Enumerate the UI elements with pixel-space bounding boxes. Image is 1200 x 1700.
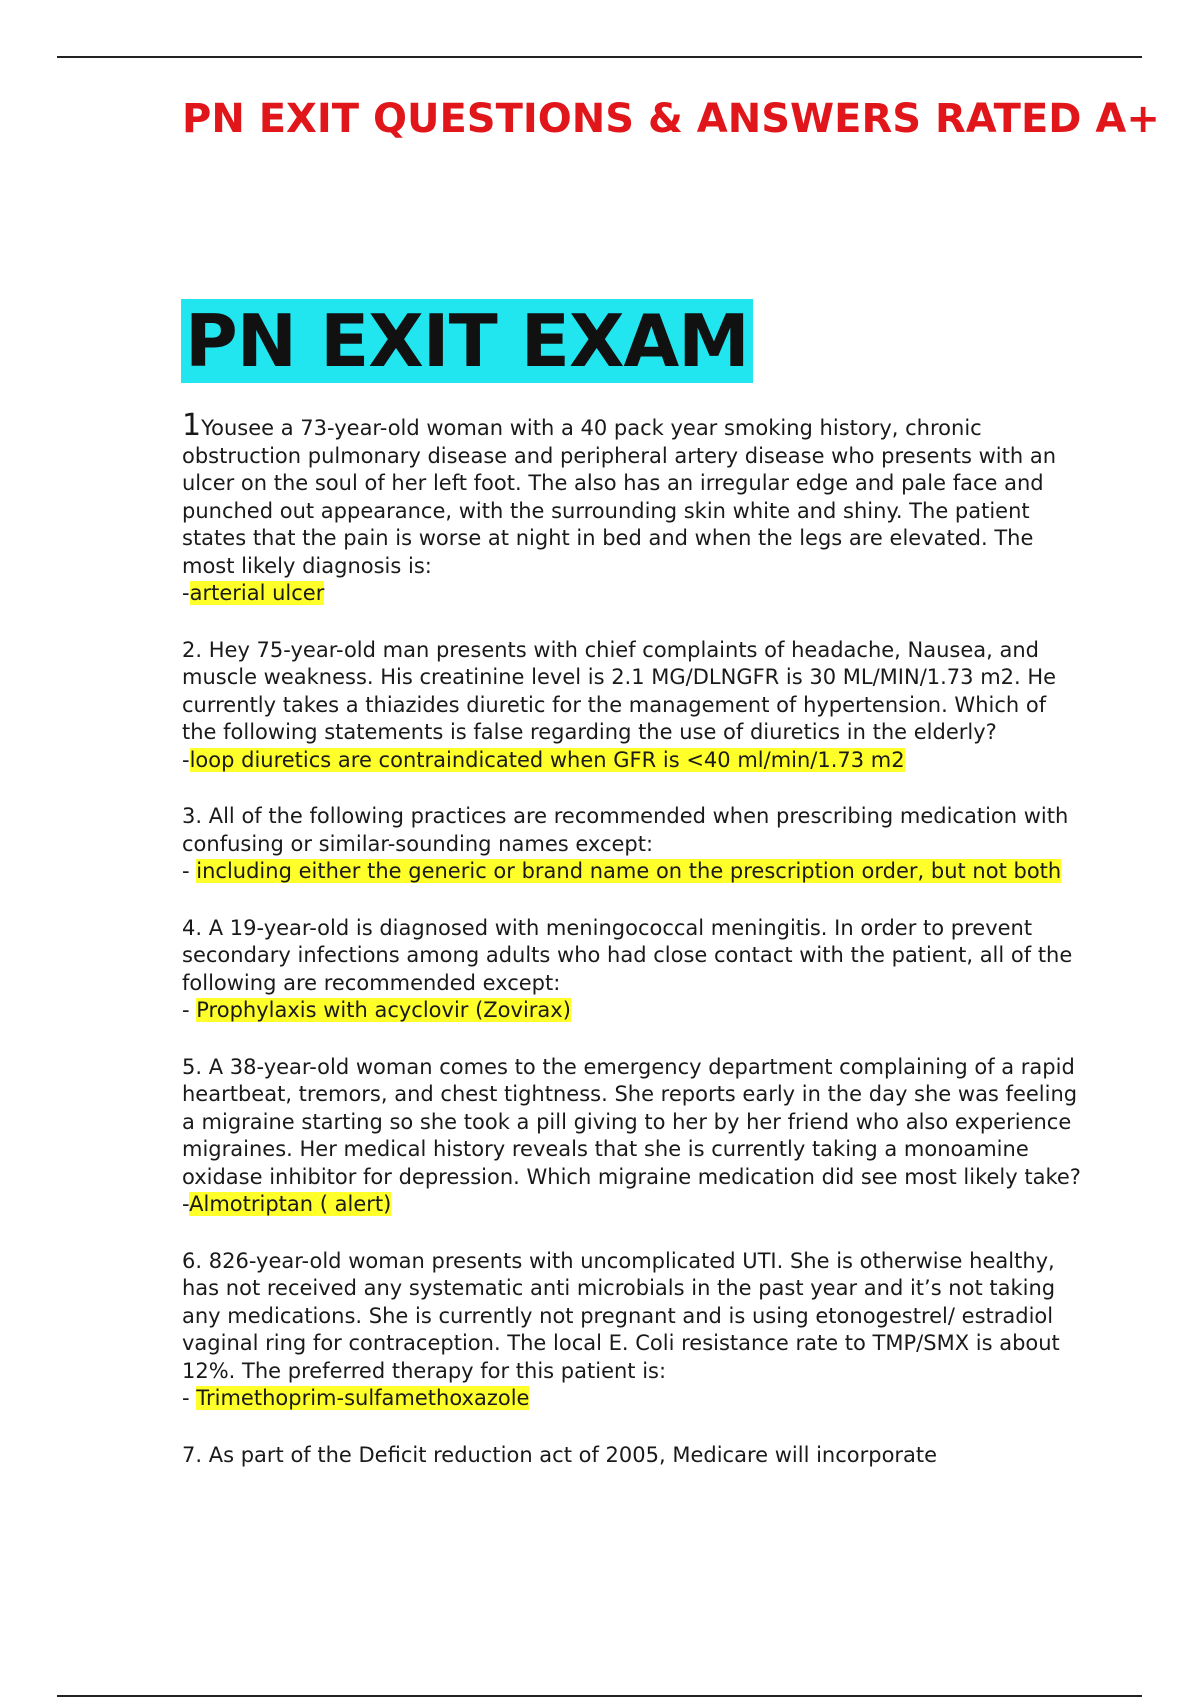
question-body: Yousee a 73-year-old woman with a 40 pack year smoking history, chronic obstruction pulmonary disease and peripheral artery disease who presents with an ulcer on the soul of her left foot. The also has an irregular edge and pale face and punched out appearance, with the surrounding skin white and shiny. The patient states that the pain is worse at night in bed and when the legs are elevated. The most likely diagnosis is: [182,416,1057,578]
answer-highlight: Prophylaxis with acyclovir (Zovirax) [196,998,571,1022]
answer-highlight: Almotriptan ( alert) [189,1192,392,1216]
answer-highlight: arterial ulcer [189,581,325,605]
answer-highlight: loop diuretics are contraindicated when GFR is <40 ml/min/1.73 m2 [189,747,905,772]
question-text [182,1054,1082,1192]
question-7 [182,1442,1082,1470]
question-5 [182,1054,1082,1219]
answer-highlight: including either the generic or brand name on the prescription order, but not both [196,859,1062,883]
question-number: 6. [182,1248,203,1273]
question-number: 4. [182,915,203,940]
answer-prefix: - [182,859,197,883]
exam-banner: PN EXIT EXAM [181,299,753,383]
question-body: Hey 75-year-old man presents with chief complaints of headache, Nausea, and muscle weakness. His creatinine level is 2.1 MG/DLNGFR is 30 ML/MIN/1.73 m2. He currently takes a thiazides diuretic for the management of hypertension. Which of the following statements is false regarding the use of diuretics in the elderly? [182,637,1057,744]
question-text [182,1248,1082,1386]
question-number: 5. [182,1054,203,1079]
question-body: As part of the Deficit reduction act of 2005, Medicare will incorporate [208,1442,938,1467]
question-6 [182,1248,1082,1413]
answer-prefix: - [182,998,197,1022]
question-number: 3. [182,804,203,828]
question-number: 1 [182,408,202,443]
answer-prefix: - [182,747,190,772]
question-4 [182,915,1082,1025]
answer-prefix: - [182,1386,197,1410]
question-number: 7. [182,1442,203,1467]
question-1 [182,408,1082,608]
answer [182,1385,1082,1413]
answer-prefix: - [182,581,190,605]
answer [182,1191,1082,1219]
question-text [182,803,1082,858]
question-text [182,915,1082,998]
question-body: A 19-year-old is diagnosed with meningococcal meningitis. In order to prevent secondary infections among adults who had close contact with the patient, all of the following are recommended except: [182,915,1073,995]
question-body: 826-year-old woman presents with uncomplicated UTI. She is otherwise healthy, has not received any systematic anti microbials in the past year and it’s not taking any medications. She is currently not pregnant and is using etonogestrel/ estradiol vaginal ring for contraception. The local E. Coli resistance rate to TMP/SMX is about 12%. The preferred therapy for this patient is: [182,1248,1060,1383]
question-2 [182,637,1082,775]
question-number: 2. [182,637,203,662]
bottom-rule [57,1695,1142,1697]
answer [182,580,1082,608]
answer [182,997,1082,1025]
question-text [182,1442,1082,1470]
question-body: A 38-year-old woman comes to the emergency department complaining of a rapid heartbeat, tremors, and chest tightness. She reports early in the day she was feeling a migraine starting so she took a pill giving to her by her friend who also experience migraines. Her medical history reveals that she is currently taking a monoamine oxidase inhibitor for depression. Which migraine medication did see most likely take? [182,1054,1081,1189]
question-3 [182,803,1082,886]
top-rule [57,56,1142,58]
question-body: All of the following practices are recommended when prescribing medication with confusing or similar-sounding names except: [182,804,1069,856]
question-text [182,408,1082,580]
document-title: PN EXIT QUESTIONS & ANSWERS RATED A+ [182,96,1160,142]
question-text [182,637,1082,747]
answer-prefix: - [182,1192,190,1216]
question-list [182,408,1082,1498]
answer [182,858,1082,886]
answer [182,747,1082,775]
answer-highlight: Trimethoprim-sulfamethoxazole [196,1386,530,1410]
